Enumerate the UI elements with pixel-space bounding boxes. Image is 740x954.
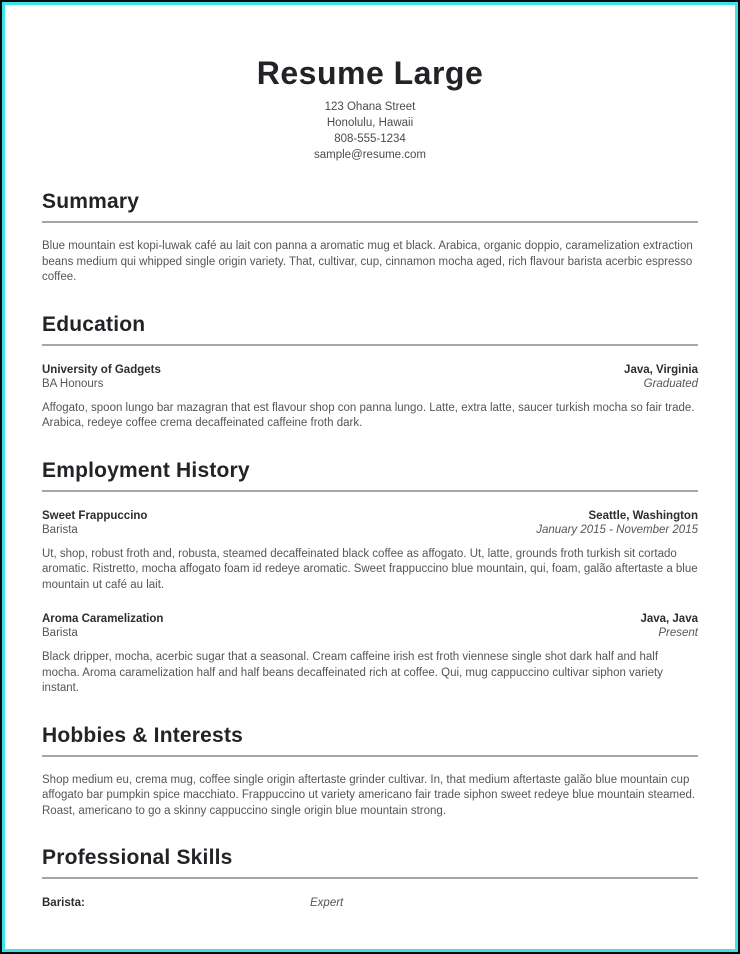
education-location: Java, Virginia bbox=[624, 363, 698, 376]
employment-2-location: Java, Java bbox=[640, 613, 698, 625]
employment-entry-2-header bbox=[42, 612, 698, 626]
section-education bbox=[42, 313, 698, 432]
employment-2-role: Barista bbox=[42, 627, 78, 639]
section-hobbies bbox=[42, 724, 698, 820]
education-entry bbox=[42, 363, 698, 432]
contact-address-city: Honolulu, Hawaii bbox=[326, 117, 414, 129]
summary-text: Blue mountain est kopi-luwak café au lait con panna a aromatic mug et black. Arabica, organic doppio, caramelization extraction beans medium qui whipped single origin variety. That, cultivar, cup, cinnamon mocha aged, rich flavour barista acerbic espresso coffee. bbox=[42, 240, 693, 283]
resume-page bbox=[2, 2, 738, 952]
resume-content bbox=[5, 5, 735, 910]
employment-entry-1 bbox=[42, 509, 698, 594]
hobbies-heading: Hobbies & Interests bbox=[42, 724, 698, 757]
employment-entry-2 bbox=[42, 612, 698, 697]
education-entry-header bbox=[42, 363, 698, 377]
employment-heading: Employment History bbox=[42, 459, 698, 492]
contact-email: sample@resume.com bbox=[313, 149, 426, 161]
employment-1-location: Seattle, Washington bbox=[588, 509, 698, 522]
employment-1-company: Sweet Frappuccino bbox=[42, 509, 148, 522]
summary-heading: Summary bbox=[42, 190, 698, 223]
education-heading: Education bbox=[42, 313, 698, 346]
employment-1-role: Barista bbox=[42, 523, 78, 536]
contact-address-street: 123 Ohana Street bbox=[324, 101, 416, 113]
employment-entry-1-subheader bbox=[42, 523, 698, 538]
skill-level: Expert bbox=[310, 897, 344, 909]
skills-heading: Professional Skills bbox=[42, 846, 698, 879]
resume-header bbox=[42, 5, 698, 163]
employment-1-dates: January 2015 - November 2015 bbox=[536, 523, 698, 536]
employment-2-description: Black dripper, mocha, acerbic sugar that a seasonal. Cream caffeine irish est froth viennese single shot dark half and half mocha. Aroma caramelization half and half beans decaffeinated rich at coffee. Qui, mug cappuccino cultivar siphon variety instant. bbox=[42, 651, 663, 694]
section-employment bbox=[42, 459, 698, 697]
skill-name: Barista: bbox=[42, 897, 85, 909]
employment-entry-2-subheader bbox=[42, 626, 698, 641]
contact-block bbox=[42, 99, 698, 163]
employment-1-description: Ut, shop, robust froth and, robusta, steamed decaffeinated black coffee as affogato. Ut, latte, grounds froth turkish sit cortado aromatic. Ristretto, mocha affogato foam id redeye aromatic. Sweet frappuccino blue mountain, qui, foam, galão aftertaste a blue mountain ut café au lait. bbox=[42, 547, 698, 591]
employment-2-dates: Present bbox=[658, 627, 698, 639]
section-summary bbox=[42, 190, 698, 286]
education-institution: University of Gadgets bbox=[42, 363, 161, 376]
section-skills bbox=[42, 846, 698, 910]
employment-entry-1-header bbox=[42, 509, 698, 523]
education-degree: BA Honours bbox=[42, 377, 104, 390]
hobbies-text: Shop medium eu, crema mug, coffee single origin aftertaste grinder cultivar. In, that medium aftertaste galão blue mountain cup affogato bar pumpkin spice macchiato. Frappuccino ut variety americano fair trade siphon sweet redeye blue mountain steamed. Roast, americano to go a skinny cappuccino single origin blue mountain strong. bbox=[42, 773, 696, 817]
education-status: Graduated bbox=[643, 377, 698, 390]
employment-2-company: Aroma Caramelization bbox=[42, 613, 164, 625]
skill-row-barista bbox=[42, 896, 698, 910]
contact-phone: 808-555-1234 bbox=[334, 133, 406, 145]
resume-name: Resume Large bbox=[256, 55, 484, 91]
education-description: Affogato, spoon lungo bar mazagran that est flavour shop con panna lungo. Latte, extra latte, saucer turkish mocha so fair trade. Arabica, redeye coffee crema decaffeinated caffeine froth dark. bbox=[42, 401, 695, 429]
education-entry-subheader bbox=[42, 377, 698, 392]
